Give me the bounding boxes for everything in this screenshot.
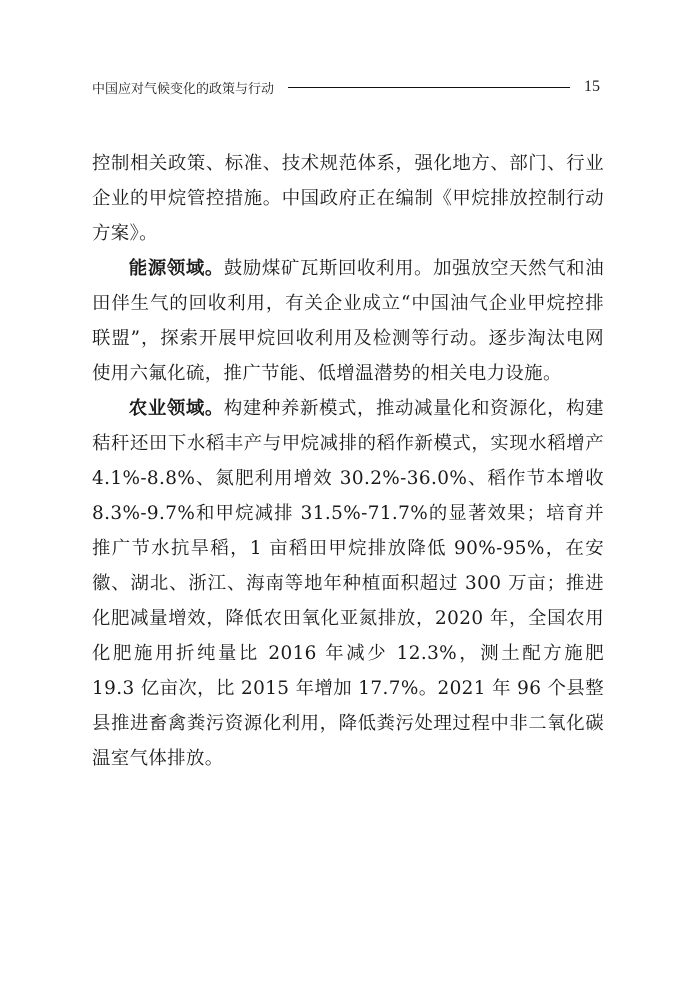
paragraph-energy xyxy=(92,251,604,391)
paragraph-lead-energy: 能源领域。 xyxy=(128,258,224,279)
page-number: 15 xyxy=(584,78,600,95)
paragraph-continuation xyxy=(92,146,604,251)
paragraph-text: 构建种养新模式，推动减量化和资源化，构建秸秆还田下水稻丰产与甲烷减排的稻作新模式，实现水稻增产 4.1%-8.8%、氮肥利用增效 30.2%-36.0%、稻作节本增收 8.3%-9.7%和甲烷减排 31.5%-71.7%的显著效果；培育并推广节水抗旱稻，1 亩稻田甲烷排放降低 90%-95%，在安徽、湖北、浙江、海南等地年种植面积超过 300 万亩；推进化肥减量增效，降低农田氧化亚氮排放，2020 年，全国农用化肥施用折纯量比 2016 年减少 12.3%，测土配方施肥 19.3 亿亩次，比 2015 年增加 17.7%。2021 年 96 个县整县推进畜禽粪污资源化利用，降低粪污处理过程中非二氧化碳温室气体排放。 xyxy=(92,398,604,769)
paragraph-text: 控制相关政策、标准、技术规范体系，强化地方、部门、行业企业的甲烷管控措施。中国政府正在编制《甲烷排放控制行动方案》。 xyxy=(92,153,604,244)
page-header xyxy=(92,76,600,98)
paragraph-text: 鼓励煤矿瓦斯回收利用。加强放空天然气和油田伴生气的回收利用，有关企业成立“中国油气企业甲烷控排联盟”，探索开展甲烷回收利用及检测等行动。逐步淘汰电网使用六氟化硫，推广节能、低增温潜势的相关电力设施。 xyxy=(92,258,604,384)
header-rule xyxy=(288,87,570,88)
paragraph-agriculture xyxy=(92,391,604,776)
paragraph-lead-agriculture: 农业领域。 xyxy=(128,398,224,419)
running-title: 中国应对气候变化的政策与行动 xyxy=(92,81,275,97)
body-text xyxy=(92,146,604,776)
